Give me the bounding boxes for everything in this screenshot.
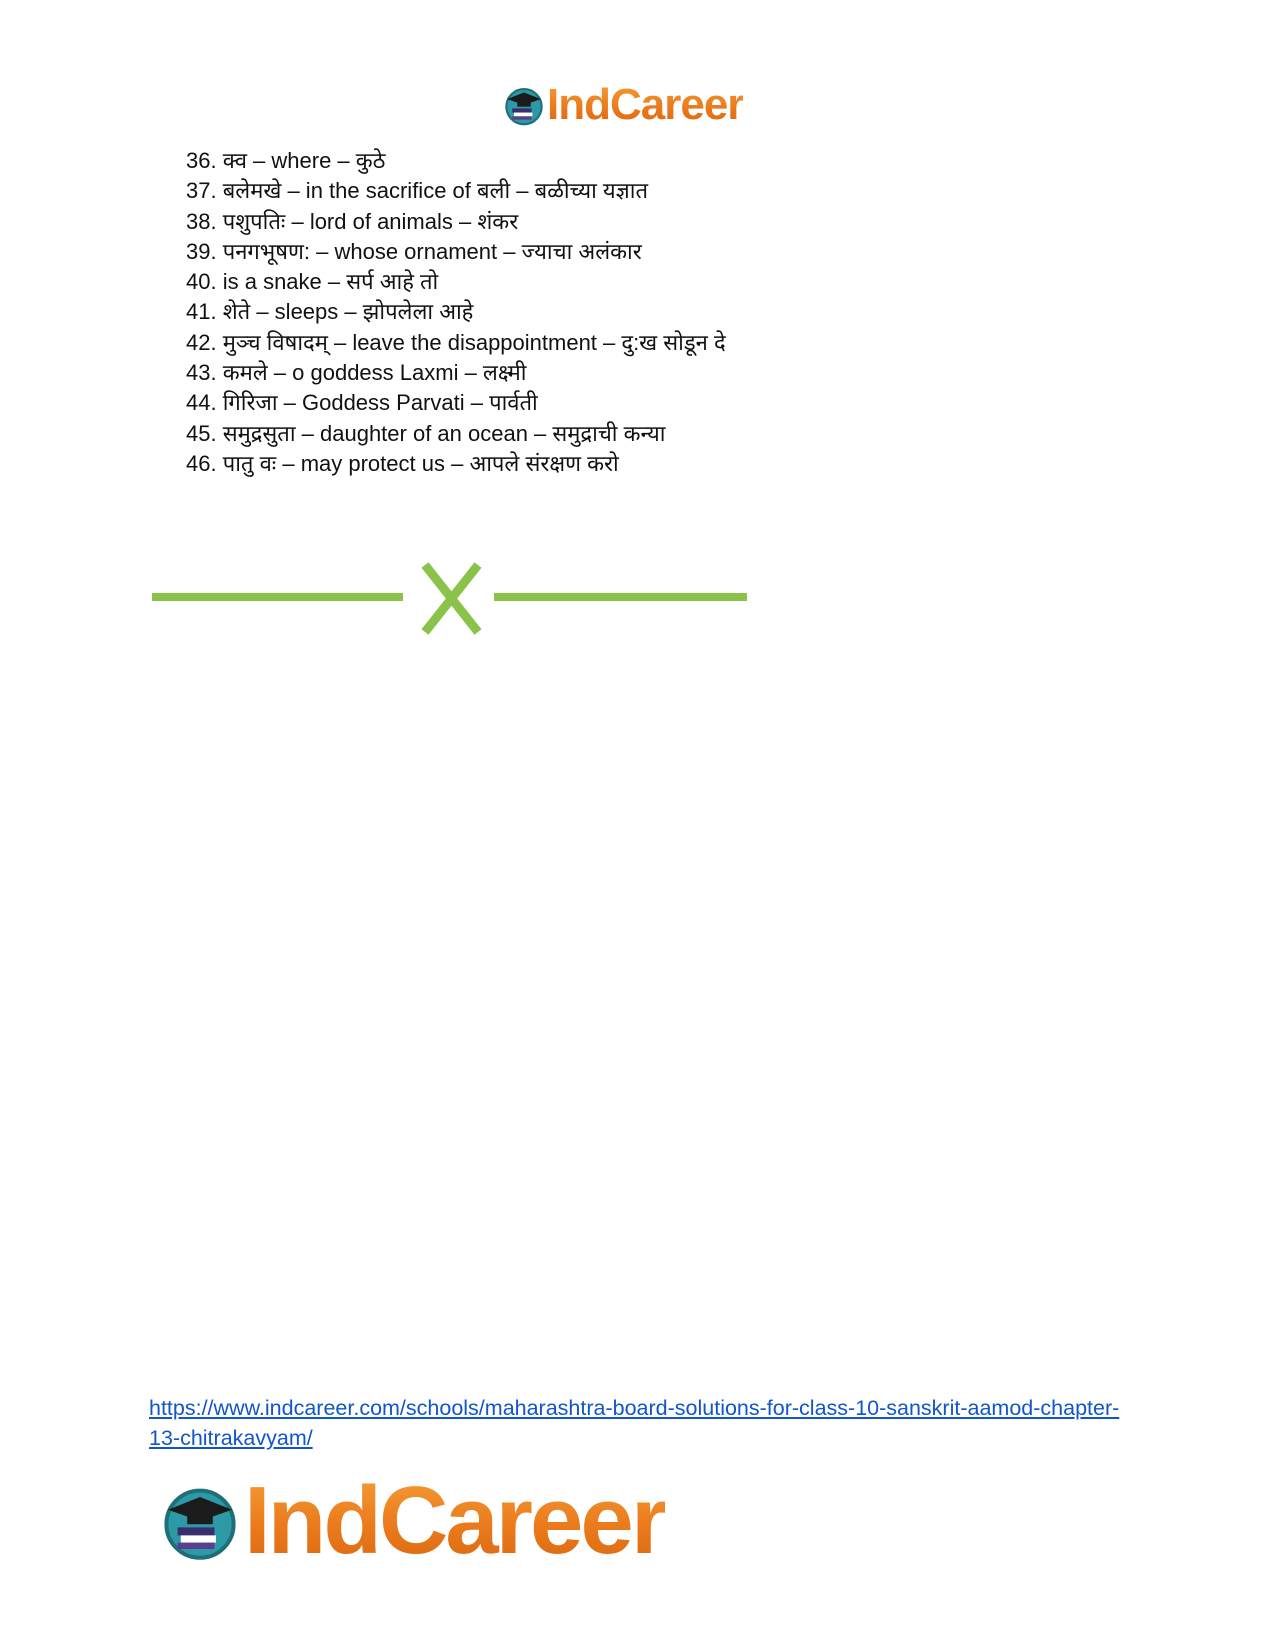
- list-item: 44. गिरिजा – Goddess Parvati – पार्वती: [186, 390, 538, 416]
- list-item: 45. समुद्रसुता – daughter of an ocean – समुद्राची कन्या: [186, 420, 666, 446]
- source-link[interactable]: https://www.indcareer.com/schools/maharashtra-board-solutions-for-class-10-sanskrit-aamod-chapter-13-chitrakavyam/: [149, 1396, 1120, 1450]
- list-item: 41. शेते – sleeps – झोपलेला आहे: [186, 299, 474, 325]
- footer-logo: [160, 1466, 665, 1576]
- list-item: 36. क्व – where – कुठे: [186, 148, 386, 173]
- list-item: 39. पनगभूषण: – whose ornament – ज्याचा अलंकार: [186, 238, 642, 264]
- brand-name: IndCareer: [244, 1467, 666, 1574]
- header-logo: [503, 80, 743, 130]
- graduation-cap-globe-icon: [503, 84, 545, 126]
- graduation-cap-globe-icon: [160, 1481, 240, 1561]
- list-item: 37. बलेमखे – in the sacrifice of बली – बळीच्या यज्ञात: [186, 178, 648, 204]
- list-item: 40. is a snake – सर्प आहे तो: [186, 269, 439, 295]
- brand-name: IndCareer: [547, 80, 744, 129]
- x-divider-icon: [150, 560, 750, 640]
- word-meaning-list: [186, 146, 726, 479]
- list-item: 38. पशुपतिः – lord of animals – शंकर: [186, 208, 519, 234]
- list-item: 42. मुञ्च विषादम् – leave the disappointment – दु:ख सोडून दे: [186, 329, 726, 355]
- list-item: 46. पातु वः – may protect us – आपले संरक्षण करो: [186, 450, 619, 476]
- list-item: 43. कमले – o goddess Laxmi – लक्ष्मी: [186, 360, 527, 386]
